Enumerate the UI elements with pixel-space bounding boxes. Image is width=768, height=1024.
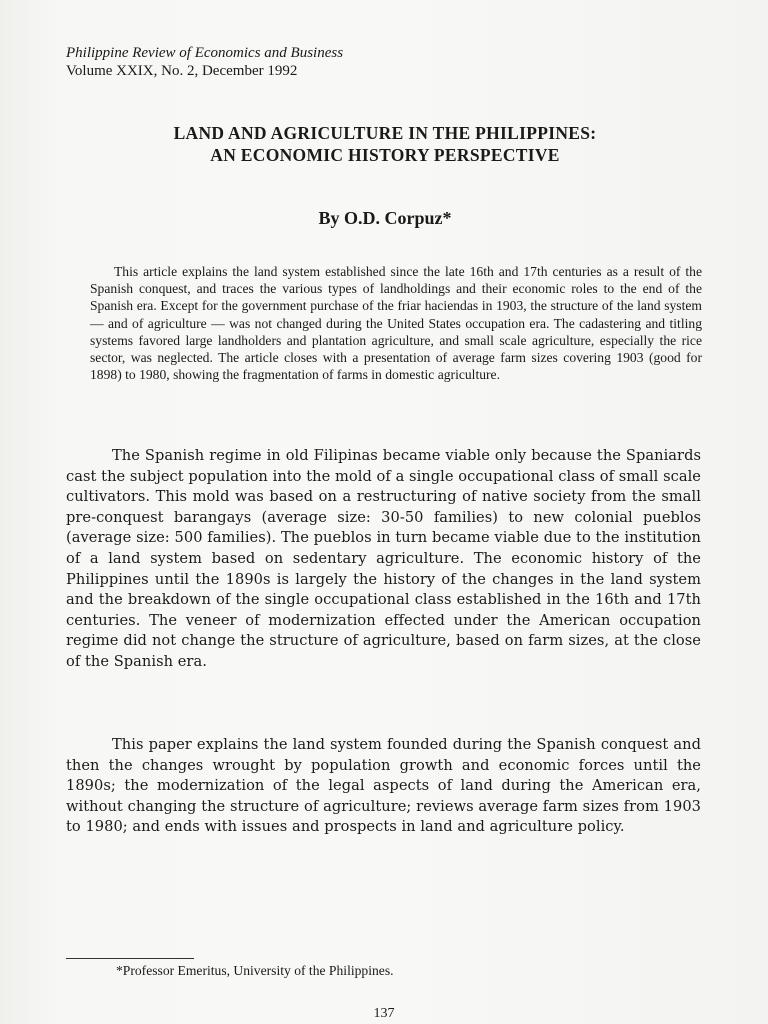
footnote-divider <box>66 958 194 959</box>
author-byline: By O.D. Corpuz* <box>318 208 452 228</box>
article-title-line-1: LAND AND AGRICULTURE IN THE PHILIPPINES: <box>173 123 597 143</box>
journal-issue: Volume XXIX, No. 2, December 1992 <box>66 63 298 79</box>
footnote: *Professor Emeritus, University of the Philippines. <box>116 963 394 978</box>
article-title-line-2: AN ECONOMIC HISTORY PERSPECTIVE <box>210 145 560 165</box>
page-number: 137 <box>373 1006 395 1021</box>
body-paragraph-2: This paper explains the land system founded during the Spanish conquest and then the changes wrought by population growth and economic forces until the 1890s; the modernization of the legal aspects of land during the American era, without changing the structure of agriculture; reviews average farm sizes from 1903 to 1980; and ends with issues and prospects in land and agriculture policy. <box>66 736 701 836</box>
body-paragraph-1: The Spanish regime in old Filipinas became viable only because the Spaniards cast the subject population into the mold of a single occupational class of small scale cultivators. This mold was based on a restructuring of native society from the small pre-conquest barangays (average size: 30-50 families) to new colonial pueblos (average size: 500 families). The pueblos in turn became viable due to the institution of a land system based on sedentary agriculture. The economic history of the Philippines until the 1890s is largely the history of the changes in the land system and the breakdown of the single occupational class established in the 16th and 17th centuries. The veneer of modernization effected under the American occupation regime did not change the structure of agriculture, based on farm sizes, at the close of the Spanish era. <box>66 447 701 670</box>
journal-name: Philippine Review of Economics and Business <box>66 45 344 61</box>
journal-header <box>66 44 566 80</box>
article-title <box>60 122 710 166</box>
abstract: This article explains the land system established since the late 16th and 17th centuries as a result of the Spanish conquest, and traces the various types of landholdings and their economic roles to the end of the Spanish era. Except for the government purchase of the friar haciendas in 1903, the structure of the land system — and of agriculture — was not changed during the United States occupation era. The cadastering and titling systems favored large landholders and plantation agriculture, and small scale agriculture, especially the rice sector, was neglected. The article closes with a presentation of average farm sizes covering 1903 (good for 1898) to 1980, showing the fragmentation of farms in domestic agriculture. <box>90 264 702 383</box>
